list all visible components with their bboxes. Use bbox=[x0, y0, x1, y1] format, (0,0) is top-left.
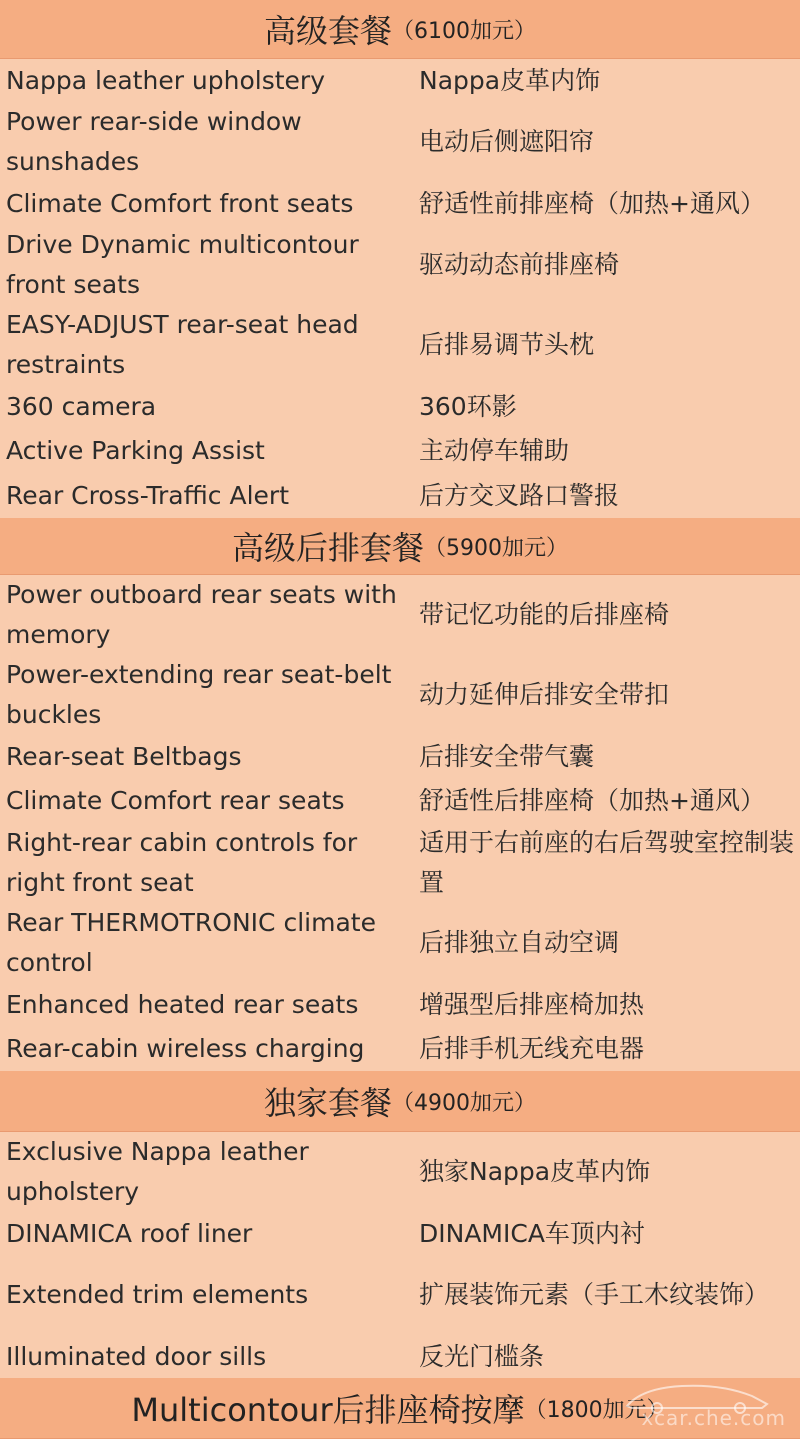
table-row bbox=[0, 385, 800, 428]
table-row bbox=[0, 1132, 800, 1212]
item-chinese: 主动停车辅助 bbox=[419, 435, 570, 465]
table-row bbox=[0, 778, 800, 823]
table-row bbox=[0, 575, 800, 655]
item-english: Enhanced heated rear seats bbox=[6, 989, 359, 1019]
table-row bbox=[0, 1212, 800, 1255]
item-english: 360 camera bbox=[6, 391, 157, 421]
item-english: EASY-ADJUST rear-seat head restraints bbox=[6, 310, 359, 379]
section-header bbox=[0, 1071, 800, 1132]
item-english: Power rear-side window sunshades bbox=[6, 107, 302, 176]
site-watermark: xcar.che.com bbox=[641, 1406, 786, 1430]
table-row bbox=[0, 903, 800, 983]
item-chinese: 后方交叉路口警报 bbox=[419, 480, 620, 510]
item-english: Power outboard rear seats with memory bbox=[6, 580, 397, 649]
item-chinese: DINAMICA车顶内衬 bbox=[419, 1218, 645, 1248]
item-chinese: 带记忆功能的后排座椅 bbox=[419, 600, 670, 629]
item-chinese: 后排独立自动空调 bbox=[419, 928, 620, 957]
item-english: Rear THERMOTRONIC climate control bbox=[6, 908, 376, 977]
table-row bbox=[0, 102, 800, 182]
item-english: Climate Comfort front seats bbox=[6, 188, 354, 218]
item-chinese: 扩展装饰元素（手工木纹装饰） bbox=[419, 1280, 770, 1309]
table-row bbox=[0, 305, 800, 385]
item-english: Illuminated door sills bbox=[6, 1341, 267, 1371]
section-price: （1800加元） bbox=[524, 1397, 669, 1423]
item-chinese: 反光门槛条 bbox=[419, 1341, 545, 1371]
section-price: （5900加元） bbox=[424, 535, 568, 561]
item-chinese: 舒适性后排座椅（加热+通风） bbox=[419, 785, 765, 815]
table-row bbox=[0, 655, 800, 735]
section-header bbox=[0, 0, 800, 59]
table-row bbox=[0, 735, 800, 778]
item-chinese: 360环影 bbox=[419, 391, 517, 421]
item-chinese: 后排易调节头枕 bbox=[419, 330, 595, 359]
section-title: Multicontour后排座椅按摩 bbox=[131, 1391, 525, 1429]
section-title: 高级后排套餐 bbox=[231, 529, 424, 567]
table-row bbox=[0, 1255, 800, 1335]
item-english: Active Parking Assist bbox=[6, 435, 265, 465]
table-row bbox=[0, 428, 800, 473]
table-row bbox=[0, 182, 800, 225]
table-row bbox=[0, 225, 800, 305]
item-chinese: 电动后侧遮阳帘 bbox=[419, 127, 595, 156]
item-english: Exclusive Nappa leather upholstery bbox=[6, 1137, 309, 1206]
table-row bbox=[0, 1335, 800, 1378]
section-price: （6100加元） bbox=[392, 18, 536, 44]
table-row bbox=[0, 823, 800, 903]
item-chinese: Nappa皮革内饰 bbox=[419, 65, 601, 95]
item-chinese: 后排手机无线充电器 bbox=[419, 1033, 645, 1063]
item-english: DINAMICA roof liner bbox=[6, 1218, 253, 1248]
section-title: 高级套餐 bbox=[263, 12, 392, 50]
section-header bbox=[0, 518, 800, 575]
item-chinese: 适用于右前座的右后驾驶室控制装置 bbox=[419, 828, 795, 897]
section-price: （4900加元） bbox=[392, 1090, 536, 1116]
item-chinese: 动力延伸后排安全带扣 bbox=[419, 680, 670, 709]
item-english: Right-rear cabin controls for right front seat bbox=[6, 828, 358, 897]
item-chinese: 后排安全带气囊 bbox=[419, 741, 595, 771]
item-chinese: 增强型后排座椅加热 bbox=[419, 989, 645, 1019]
item-english: Climate Comfort rear seats bbox=[6, 785, 345, 815]
item-english: Drive Dynamic multicontour front seats bbox=[6, 230, 359, 299]
item-english: Rear-seat Beltbags bbox=[6, 741, 242, 771]
item-english: Nappa leather upholstery bbox=[6, 65, 326, 95]
item-english: Rear-cabin wireless charging bbox=[6, 1033, 365, 1063]
item-chinese: 驱动动态前排座椅 bbox=[419, 250, 620, 279]
table-row bbox=[0, 473, 800, 518]
item-english: Rear Cross-Traffic Alert bbox=[6, 480, 289, 510]
item-chinese: 舒适性前排座椅（加热+通风） bbox=[419, 188, 765, 218]
table-row bbox=[0, 983, 800, 1026]
item-english: Extended trim elements bbox=[6, 1280, 309, 1309]
table-row bbox=[0, 1026, 800, 1071]
table-row bbox=[0, 59, 800, 102]
item-chinese: 独家Nappa皮革内饰 bbox=[419, 1157, 651, 1186]
section-title: 独家套餐 bbox=[263, 1084, 392, 1122]
item-english: Power-extending rear seat-belt buckles bbox=[6, 660, 392, 729]
